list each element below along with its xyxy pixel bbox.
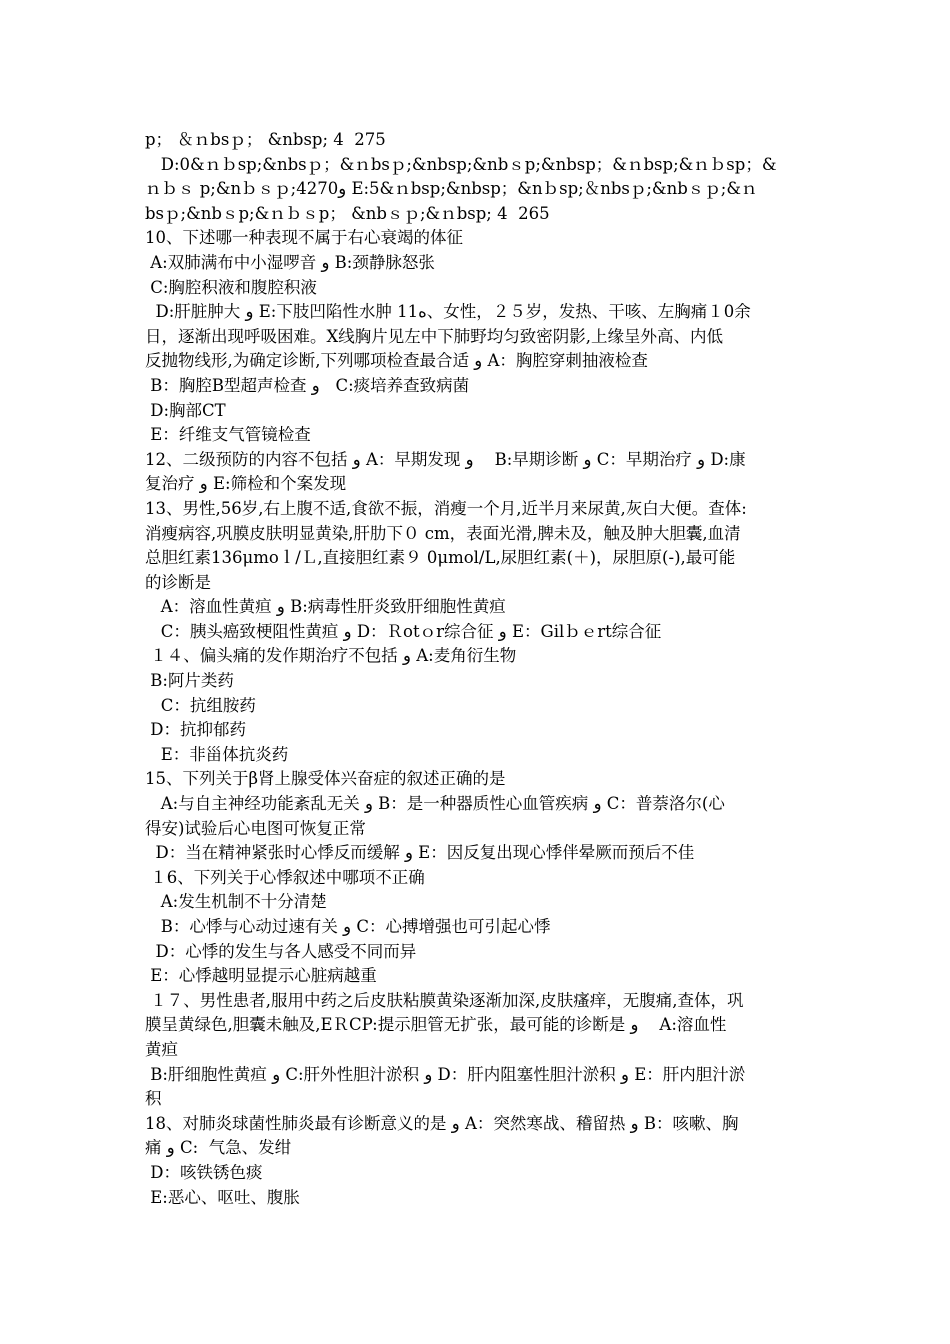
text-line: C:胸腔积液和腹腔积液 [145,277,317,297]
text-line: 消瘦病容,巩膜皮肤明显黄染,肝肋下０ cm，表面光滑,脾未及，触及肿大胆囊,血清 [145,523,741,543]
text-line: 膜呈黄绿色,胆囊未触及,EＲCP:提示胆管无扩张，最可能的诊断是 و A:溶血性 [145,1015,727,1035]
text-line: B:肝细胞性黄疸 و C:肝外性胆汁淤积 و D：肝内阻塞性胆汁淤积 و E：肝内胆汁淤 [145,1064,746,1084]
document-body [145,128,810,1210]
text-line: D：当在精神紧张时心悸反而缓解 و E：因反复出现心悸伴晕厥而预后不佳 [145,843,695,863]
text-line: 的诊断是 [145,572,211,592]
question-13: 13、男性,56岁,右上腹不适,食欲不振，消瘦一个月,近半月来尿黄,灰白大便。查体: [145,498,747,518]
text-line: D：抗抑郁药 [145,720,246,740]
text-line: bsｐ;&nbｓp;&ｎｂｓp； &nbｓｐ;&ｎbsp; 4 265 [145,203,550,223]
question-10: 10、下述哪一种表现不属于右心衰竭的体征 [145,228,463,248]
question-15: 15、下列关于β肾上腺受体兴奋症的叙述正确的是 [145,769,506,789]
text-line: E：纤维支气管镜检查 [145,425,311,445]
text-line: B：胸腔B型超声检查 و C:痰培养查致病菌 [145,375,470,395]
text-line: D:0&ｎｂsp;&nbsｐ；&ｎbsｐ;&nbsp;&nbｓp;&nbsp；&ｎbsp;&ｎｂsp；& [145,154,777,174]
text-line: 得安)试验后心电图可恢复正常 [145,818,366,838]
text-line: 反抛物线形,为确定诊断,下列哪项检查最合适 و A：胸腔穿刺抽液检查 [145,351,648,371]
text-line: 痛 و C: 气急、发绀 [145,1138,292,1158]
text-line: E:恶心、呕吐、腹胀 [145,1187,300,1207]
question-14: １４、偏头痛的发作期治疗不包括 و A:麦角衍生物 [145,646,517,666]
text-line: A：溶血性黄疸 و B:病毒性肝炎致肝细胞性黄疸 [145,597,506,617]
text-line: B:阿片类药 [145,671,234,691]
text-line: A:与自主神经功能紊乱无关 و B：是一种器质性心血管疾病 و C：普萘洛尔(心 [145,794,725,814]
text-line: A:双肺满布中小湿啰音 و B:颈静脉怒张 [145,252,435,272]
question-17: １７、男性患者,服用中药之后皮肤粘膜黄染逐渐加深,皮肤瘙痒，无腹痛,查体，巩 [145,990,744,1010]
text-line: E：心悸越明显提示心脏病越重 [145,966,377,986]
text-line: p； ＆ｎbsｐ； &nbsp; 4 275 [145,130,386,149]
text-line: 总胆红素136μmoｌ/Ｌ,直接胆红素９ 0μmol/L,尿胆红素(＋)，尿胆原(-),最可能 [145,548,736,568]
text-line: E：非甾体抗炎药 [145,744,289,764]
text-line: C：胰头癌致梗阻性黄疸 و D：Ｒotｏr综合征 و E：Gilｂｅrt综合征 [145,621,662,641]
question-16: １6、下列关于心悸叙述中哪项不正确 [145,867,425,887]
question-12: 12、二级预防的内容不包括 و A：早期发现 و B:早期诊断 و C：早期治疗 و D:康 [145,449,746,469]
text-line: C：抗组胺药 [145,695,256,715]
question-18: 18、对肺炎球菌性肺炎最有诊断意义的是 و A：突然寒战、稽留热 و B：咳嗽、胸 [145,1113,739,1133]
text-line: ｎｂｓ p;&nｂｓｐ;4270و E:5&ｎbsp;&nbsp；&nｂsp;＆nbsｐ;&nbｓｐ;&ｎ [145,179,758,199]
text-line: D：咳铁锈色痰 [145,1162,263,1182]
text-line: D：心悸的发生与各人感受不同而异 [145,941,417,961]
text-line: D:胸部CT [145,400,226,420]
text-line: 积 [145,1089,162,1109]
text-line: A:发生机制不十分清楚 [145,892,327,912]
text-line: 日，逐渐出现呼吸困难。X线胸片见左中下肺野均匀致密阴影,上缘呈外高、内低 [145,326,723,346]
text-line: 黄疸 [145,1039,178,1059]
text-line: D:肝脏肿大 و E:下肢凹陷性水肿 11ه、女性，２５岁，发热、干咳、左胸痛１0余 [145,302,751,322]
text-line: B：心悸与心动过速有关 و C：心搏增强也可引起心悸 [145,917,551,936]
text-line: 复治疗 و E:筛检和个案发现 [145,474,347,494]
